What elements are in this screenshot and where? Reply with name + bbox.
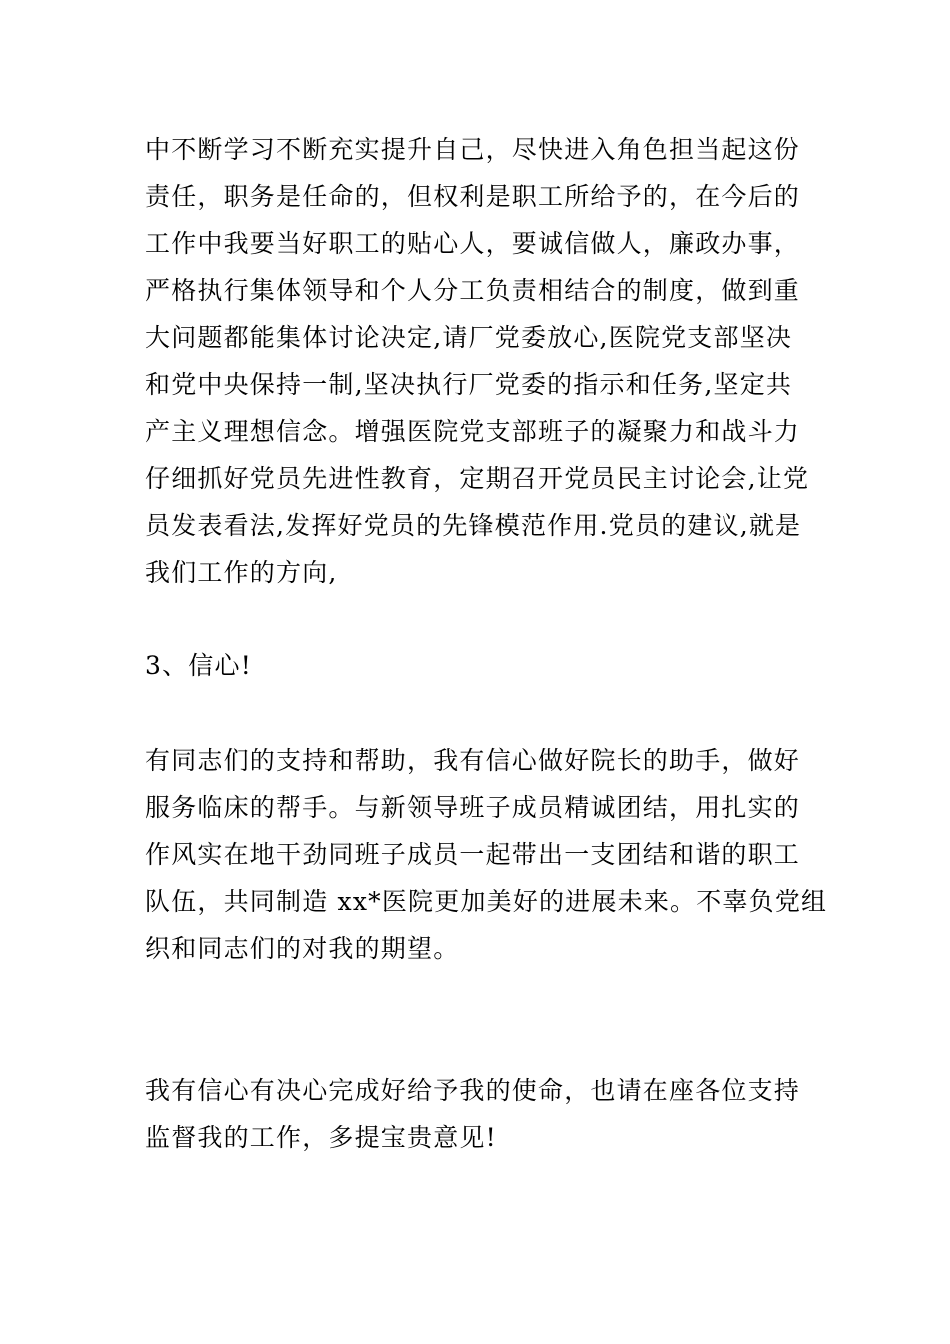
section-heading: 3、信心! (145, 651, 252, 680)
text-line: 服务临床的帮手。与新领导班子成员精诚团结，用扎实的 (145, 793, 801, 822)
text-line: 作风实在地干劲同班子成员一起带出一支团结和谐的职工 (145, 840, 801, 869)
text-line: 严格执行集体领导和个人分工负责相结合的制度，做到重 (145, 276, 801, 305)
text-line: 我有信心有决心完成好给予我的使命，也请在座各位支持 (145, 1076, 801, 1105)
text-line: 大问题都能集体讨论决定,请厂党委放心,医院党支部坚决 (145, 323, 793, 352)
text-line: 责任，职务是任命的，但权利是职工所给予的，在今后的 (145, 182, 801, 211)
text-line: 工作中我要当好职工的贴心人，要诚信做人，廉政办事， (145, 229, 801, 258)
text-line: 织和同志们的对我的期望。 (145, 934, 460, 963)
text-line: 有同志们的支持和帮助，我有信心做好院长的助手，做好 (145, 746, 801, 775)
text-line: 和党中央保持一制,坚决执行厂党委的指示和任务,坚定共 (145, 370, 793, 399)
text-line: 仔细抓好党员先进性教育，定期召开党员民主讨论会,让党 (145, 464, 810, 493)
text-line: 中不断学习不断充实提升自己，尽快进入角色担当起这份 (145, 135, 801, 164)
text-line: 产主义理想信念。增强医院党支部班子的凝聚力和战斗力 (145, 417, 801, 446)
text-line: 员发表看法,发挥好党员的先锋模范作用.党员的建议,就是 (145, 511, 802, 540)
text-line: 监督我的工作，多提宝贵意见! (145, 1123, 497, 1152)
text-line: 队伍，共同制造 xx*医院更加美好的进展未来。不辜负党组 (145, 887, 828, 916)
text-line: 我们工作的方向, (145, 558, 338, 587)
